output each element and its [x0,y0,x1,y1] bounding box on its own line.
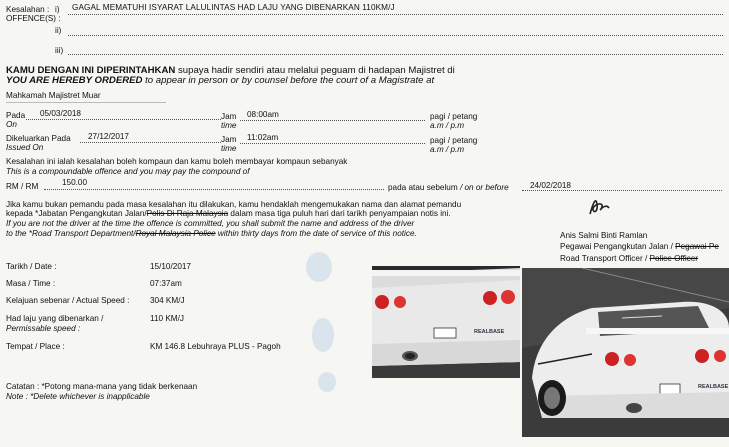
issued-time-label: time [221,144,237,153]
appearance-jam: Jam [221,112,237,121]
detail-place-value: KM 146.8 Lebuhraya PLUS - Pagoh [150,342,281,351]
stamp-mark-3 [318,372,336,392]
officer-title-malay-strike: Pegawai Pe [675,242,719,251]
notice-line-2-strike: Polis Di Raja Malaysia [146,209,229,218]
rm-label: RM / RM [6,182,39,191]
before-date-line [522,190,722,191]
offence-line-3 [68,54,723,55]
appearance-ampm-en: a.m / p.m [430,121,465,130]
appearance-time-label: time [221,121,237,130]
appearance-date: 05/03/2018 [40,109,81,118]
detail-speed-value: 304 KM/J [150,296,185,305]
before-label-english: / on or before [459,183,509,192]
detail-time-value: 07:37am [150,279,182,288]
court-name: Mahkamah Majistret Muar [6,91,101,100]
issued-ampm: pagi / petang [430,136,478,145]
detail-speed-label: Kelajuan sebenar / Actual Speed : [6,296,130,305]
before-label-malay: pada atau sebelum [388,183,458,192]
offence-num-2: ii) [55,26,62,35]
notice-line-1: Jika kamu bukan pemandu pada masa kesalahan itu dilakukan, kamu hendaklah mengemukakan nama dan alamat pemandu [6,200,462,209]
order-english [6,76,434,86]
officer-title-malay [560,243,719,251]
notice-line-4a: to the *Road Transport Department/ [6,229,136,238]
offence-line-1 [68,14,723,15]
offence-text-1: GAGAL MEMATUHI ISYARAT LALULINTAS HAD LAJU YANG DIBENARKAN 110KM/J [72,3,395,12]
compound-malay: Kesalahan ini ialah kesalahan boleh kompaun dan kamu boleh membayar kompaun sebanyak [6,157,348,166]
issued-time: 11:02am [247,133,279,142]
officer-title-english [560,255,698,263]
detail-date-value: 15/10/2017 [150,262,191,271]
order-english-rest: to appear in person or by counsel before the court of a Magistrate at [142,75,435,86]
notice-line-3: If you are not the driver at the time the offence is committed, you shall submit the name and address of the driver [6,219,415,228]
issued-ampm-en: a.m / p.m [430,145,465,154]
detail-limit-label: Had laju yang dibenarkan / [6,314,104,323]
evidence-photo-right [522,268,729,437]
evidence-photo-left [372,266,520,378]
detail-place-label: Tempat / Place : [6,342,65,351]
stamp-mark-1 [306,252,332,282]
offence-label: Kesalahan : [6,5,50,14]
issued-label: Dikeluarkan Pada [6,134,71,143]
pada-label: Pada [6,111,26,120]
appearance-ampm: pagi / petang [430,112,478,121]
officer-signature [586,196,612,222]
issued-date: 27/12/2017 [88,132,129,141]
order-malay-rest: supaya hadir sendiri atau melalui peguam di hadapan Majistret di [175,65,455,76]
notice-line-4-strike: Royal Malaysia Police [135,229,216,238]
stamp-mark-2 [312,318,334,352]
appearance-time-line [240,120,425,121]
detail-limit-value: 110 KM/J [150,314,184,323]
footnote-malay: Catatan : *Potong mana-mana yang tidak berkenaan [6,382,198,391]
notice-line-2a: kepada *Jabatan Pengangkutan Jalan/ [6,209,147,218]
offence-num-3: iii) [55,46,64,55]
issued-date-line [80,142,221,143]
right-plate-brand: REALBASE [698,384,729,390]
court-underline [6,102,166,103]
officer-title-malay-a: Pegawai Pengangkutan Jalan / [560,242,676,251]
notice-line-4 [6,230,417,238]
before-label [388,184,509,192]
issued-label-en: Issued On [6,143,44,152]
left-plate-brand: REALBASE [474,329,505,335]
order-english-bold: YOU ARE HEREBY ORDERED [6,75,143,86]
compound-amount: 150.00 [62,178,88,187]
appearance-time: 08:00am [247,110,279,119]
officer-title-english-a: Road Transport Officer / [560,254,650,263]
officer-title-english-strike: Police Officer [649,254,699,263]
order-malay-bold: KAMU DENGAN INI DIPERINTAHKAN [6,65,176,76]
on-label: On [6,120,17,129]
detail-limit-label-2: Permissable speed : [6,324,81,333]
before-date: 24/02/2018 [530,181,571,190]
issued-jam: Jam [221,135,237,144]
compound-amount-line [44,189,384,190]
compound-english: This is a compoundable offence and you may pay the compound of [6,167,250,176]
footnote-english: Note : *Delete whichever is inapplicable [6,392,150,401]
notice-line-4b: within thirty days from the date of service of this notice. [215,229,417,238]
offence-num-1: i) [55,5,60,14]
offence-line-2 [68,35,723,36]
issued-time-line [240,143,425,144]
detail-time-label: Masa / Time : [6,279,56,288]
detail-date-label: Tarikh / Date : [6,262,57,271]
offences-label: OFFENCE(S) : [6,14,61,23]
notice-line-2b: dalam masa tiga puluh hari dari tarikh penyampaian notis ini. [228,209,451,218]
notice-line-2 [6,210,451,218]
appearance-date-line [26,119,221,120]
officer-name: Anis Salmi Binti Ramlan [560,231,648,240]
